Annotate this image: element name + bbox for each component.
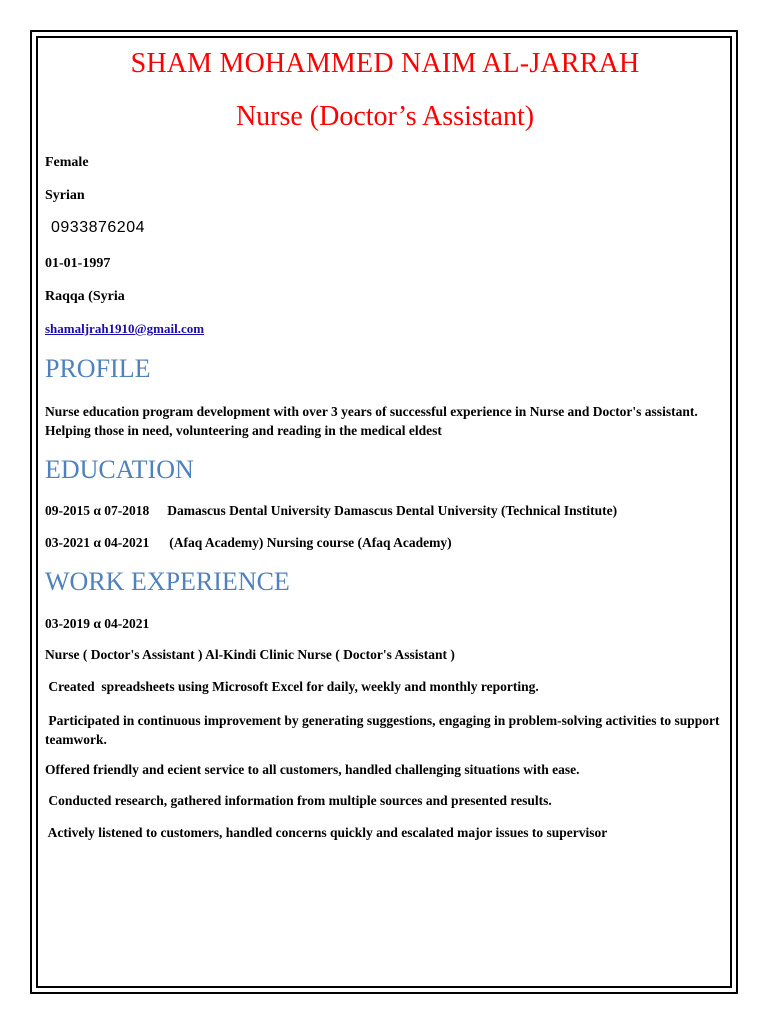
email-link[interactable]: shamaljrah1910@gmail.com	[45, 321, 205, 336]
education-item	[45, 535, 452, 551]
work-heading: WORK EXPERIENCE	[45, 567, 290, 596]
location: Raqqa (Syria	[45, 289, 125, 304]
education-dates: 03-2021 α 04-2021	[45, 535, 150, 550]
profile-heading: PROFILE	[45, 354, 151, 383]
education-description: (Afaq Academy) Nursing course (Afaq Academy)	[169, 535, 452, 550]
work-dates: 03-2019 α 04-2021	[45, 616, 150, 631]
work-duty: Offered friendly and ecient service to all customers, handled challenging situations with ease.	[45, 762, 580, 777]
work-duty: Created spreadsheets using Microsoft Excel for daily, weekly and monthly reporting.	[45, 679, 539, 694]
education-description: Damascus Dental University Damascus Dental University (Technical Institute)	[167, 503, 618, 518]
gender: Female	[45, 155, 89, 170]
candidate-role: Nurse (Doctor’s Assistant)	[235, 101, 535, 132]
phone-number: 0933876204	[51, 219, 145, 236]
nationality: Syrian	[45, 188, 85, 203]
education-item	[45, 503, 617, 519]
birthdate: 01-01-1997	[45, 256, 111, 271]
work-duty: Conducted research, gathered information from multiple sources and presented results.	[45, 793, 552, 808]
work-duty: Actively listened to customers, handled concerns quickly and escalated major issues to supervisor	[45, 825, 608, 840]
education-dates: 09-2015 α 07-2018	[45, 503, 150, 518]
education-heading: EDUCATION	[45, 455, 194, 484]
work-duty: Participated in continuous improvement by generating suggestions, engaging in problem-solving activities to support teamwork.	[45, 713, 723, 747]
candidate-name: SHAM MOHAMMED NAIM AL-JARRAH	[130, 48, 640, 79]
profile-text: Nurse education program development with over 3 years of successful experience in Nurse and Doctor's assistant. Helping those in need, volunteering and reading in the medical eldest	[45, 404, 698, 438]
work-position: Nurse ( Doctor's Assistant ) Al-Kindi Clinic Nurse ( Doctor's Assistant )	[45, 647, 455, 662]
